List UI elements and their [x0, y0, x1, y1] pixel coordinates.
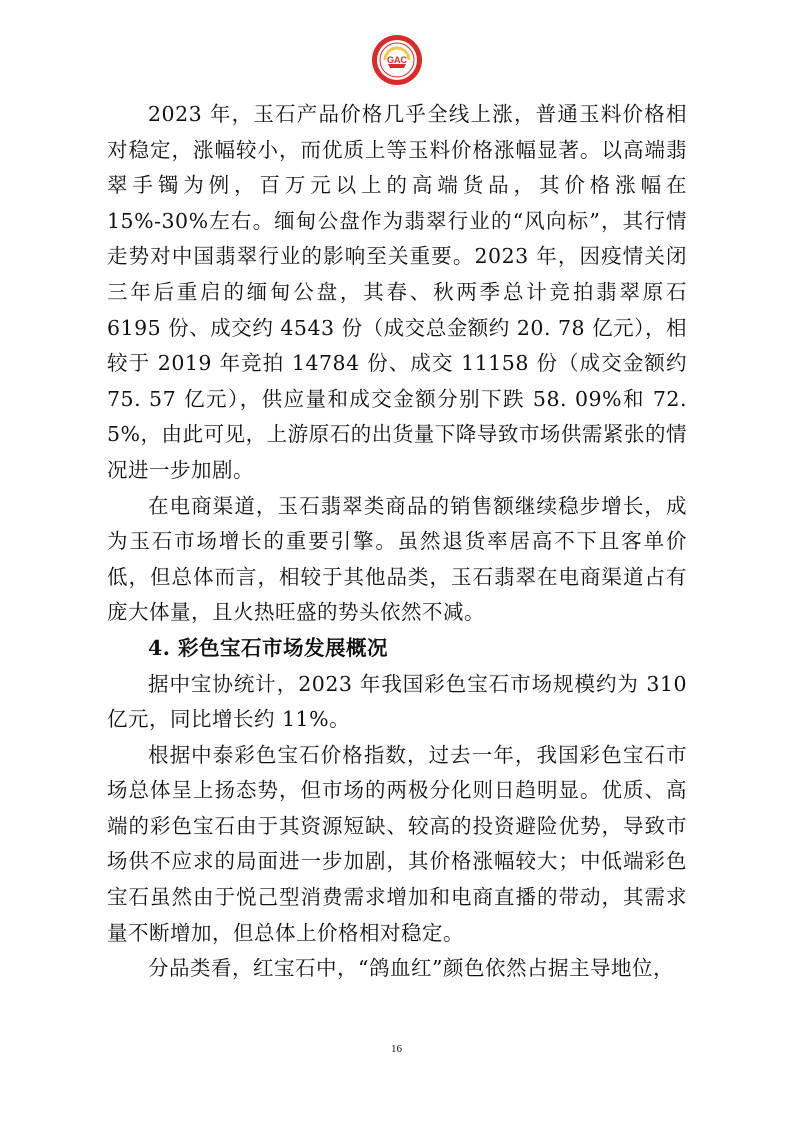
document-body	[107, 97, 687, 987]
paragraph-market-size: 据中宝协统计，2023 年我国彩色宝石市场规模约为 310 亿元，同比增长约 11%。	[107, 671, 687, 732]
logo-text: GAC	[387, 55, 407, 65]
paragraph-categories: 分品类看，红宝石中，“鸽血红”颜色依然占据主导地位，	[148, 956, 674, 981]
paragraph-jade-prices: 2023 年，玉石产品价格几乎全线上涨，普通玉料价格相对稳定，涨幅较小，而优质上等玉料价格涨幅显著。以高端翡翠手镯为例，百万元以上的高端货品，其价格涨幅在 15%-30%左右。缅甸公盘作为翡翠行业的“风向标”，其行情走势对中国翡翠行业的影响至关重要。2023 年，因疫情关闭三年后重启的缅甸公盘，其春、秋两季总计竞拍翡翠原石 6195 份、成交约 4543 份（成交总金额约 20. 78 亿元），相较于 2019 年竞拍 14784 份、成交 11158 份（成交金额约 75. 57 亿元），供应量和成交金额分别下跌 58. 09%和 72. 5%，由此可见，上游原石的出货量下降导致市场供需紧张的情况进一步加剧。	[107, 102, 687, 482]
page-number: 16	[391, 1043, 402, 1055]
seal-icon	[371, 34, 423, 86]
paragraph-price-index: 根据中泰彩色宝石价格指数，过去一年，我国彩色宝石市场总体呈上扬态势，但市场的两极分化则日趋明显。优质、高端的彩色宝石由于其资源短缺、较高的投资避险优势，导致市场供不应求的局面进一步加剧，其价格涨幅较大；中低端彩色宝石虽然由于悦己型消费需求增加和电商直播的带动，其需求量不断增加，但总体上价格相对稳定。	[107, 742, 687, 945]
gac-seal-logo	[371, 34, 423, 86]
section-heading-colored-gems: 4. 彩色宝石市场发展概况	[148, 635, 389, 660]
paragraph-ecommerce: 在电商渠道，玉石翡翠类商品的销售额继续稳步增长，成为玉石市场增长的重要引擎。虽然退货率居高不下且客单价低，但总体而言，相较于其他品类，玉石翡翠在电商渠道占有庞大体量，且火热旺盛的势头依然不减。	[107, 493, 687, 625]
